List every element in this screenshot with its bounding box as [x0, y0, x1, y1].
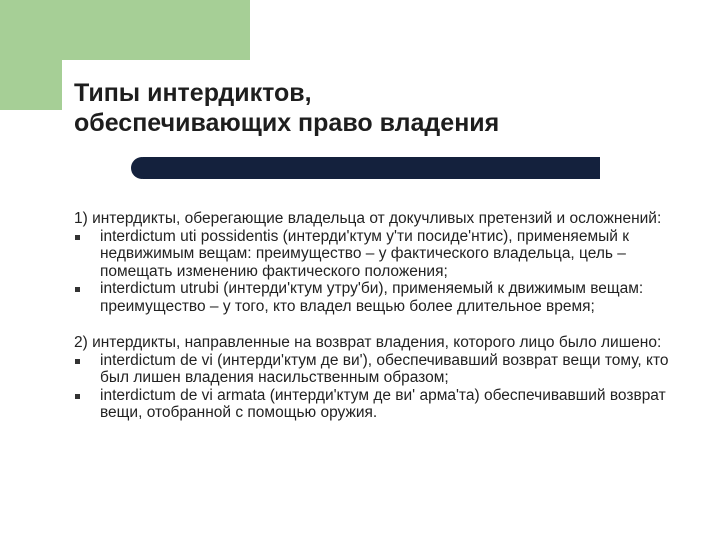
- bullet-item: [74, 352, 674, 387]
- slide-body: [74, 210, 674, 441]
- bullet-item: [74, 228, 674, 281]
- section-recovery-interdicts: [74, 334, 674, 422]
- bullet-text: interdictum de vi (интерди'ктум де ви'), обеспечивавший возврат вещи тому, кто был лишен владения насильственным образом;: [100, 351, 669, 386]
- bullet-text: interdictum de vi armata (интерди'ктум де ви' арма'та) обеспечивавший возврат вещи, отобранной с помощью оружия.: [100, 386, 666, 421]
- bullet-text: interdictum uti possidentis (интерди'ктум у'ти посиде'нтис), применяемый к недвижимым вещам: преимущество – у фактического владельца, цель – помещать изменению фактического положения;: [100, 227, 629, 280]
- square-bullet-icon: [75, 394, 80, 399]
- square-bullet-icon: [75, 287, 80, 292]
- bullet-item: [74, 280, 674, 315]
- square-bullet-icon: [75, 235, 80, 240]
- square-bullet-icon: [75, 359, 80, 364]
- section-heading: 1) интердикты, оберегающие владельца от докучливых претензий и осложнений:: [74, 210, 662, 227]
- slide-title: [74, 78, 499, 138]
- slide-title-line-2: обеспечивающих право владения: [74, 109, 500, 137]
- slide-title-line-1: Типы интердиктов,: [74, 79, 312, 107]
- decorative-navy-bar: [143, 157, 600, 179]
- bullet-text: interdictum utrubi (интерди'ктум утру'би), применяемый к движимым вещам: преимущество – у того, кто владел вещью более длительное время;: [100, 280, 644, 315]
- section-heading: 2) интердикты, направленные на возврат владения, которого лицо было лишено:: [74, 334, 662, 351]
- bullet-item: [74, 387, 674, 422]
- section-restraint-interdicts: [74, 210, 674, 315]
